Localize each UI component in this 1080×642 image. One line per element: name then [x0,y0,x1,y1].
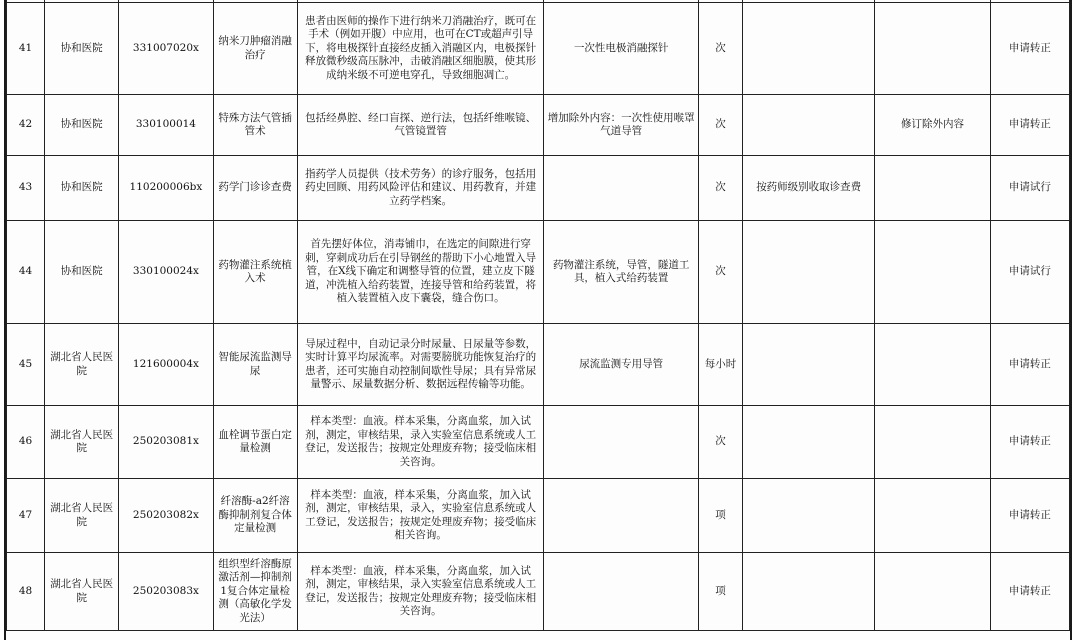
table-row [7,95,1070,156]
revision-cell [875,221,990,324]
item-content-cell: 样本类型：血液，样本采集，分离血浆，加入试剂，测定，审核结果，录入实验室信息系统或人工登记，发送报告；按规定处理废弃物；接受临床相关咨询。 [297,553,544,631]
row-number: 41 [7,3,45,95]
exclusion-cell: 尿流监测专用导管 [544,324,698,406]
status-cell: 申请转正 [990,406,1069,479]
note-cell [743,221,875,324]
exclusion-cell [544,406,698,479]
exclusion-cell [544,479,698,553]
note-cell [743,3,875,95]
revision-cell [875,479,990,553]
revision-cell [875,156,990,221]
exclusion-cell: 增加除外内容：一次性使用喉罩气道导管 [544,95,698,156]
row-number: 44 [7,221,45,324]
row-number: 46 [7,406,45,479]
revision-cell [875,3,990,95]
table-row [7,221,1070,324]
item-name-cell: 血栓调节蛋白定量检测 [213,406,297,479]
hospital-cell: 湖北省人民医院 [45,479,119,553]
status-cell: 申请转正 [990,553,1069,631]
row-number: 42 [7,95,45,156]
item-code-cell: 250203081x [119,406,213,479]
exclusion-cell [544,156,698,221]
row-number: 43 [7,156,45,221]
status-cell: 申请试行 [990,221,1069,324]
item-name-cell: 药学门诊诊查费 [213,156,297,221]
hospital-cell: 湖北省人民医院 [45,406,119,479]
item-code-cell: 331007020x [119,3,213,95]
note-cell: 按药师级别收取诊查费 [743,156,875,221]
exclusion-cell: 药物灌注系统，导管，隧道工具，植入式给药装置 [544,221,698,324]
hospital-cell: 协和医院 [45,221,119,324]
table-row [7,3,1070,95]
status-cell: 申请试行 [990,156,1069,221]
item-code-cell: 330100024x [119,221,213,324]
item-name-cell: 特殊方法气管插管术 [213,95,297,156]
revision-cell [875,324,990,406]
item-code-cell: 250203082x [119,479,213,553]
hospital-cell: 湖北省人民医院 [45,324,119,406]
table-row [7,553,1070,631]
status-cell: 申请转正 [990,95,1069,156]
unit-cell: 每小时 [698,324,742,406]
item-code-cell: 330100014 [119,95,213,156]
hospital-cell: 协和医院 [45,95,119,156]
note-cell [743,324,875,406]
item-name-cell: 药物灌注系统植入术 [213,221,297,324]
note-cell [743,553,875,631]
unit-cell: 次 [698,3,742,95]
status-cell: 申请转正 [990,479,1069,553]
status-cell: 申请转正 [990,324,1069,406]
note-cell [743,95,875,156]
item-name-cell: 纳米刀肿瘤消融治疗 [213,3,297,95]
item-content-cell: 首先摆好体位，消毒铺巾，在选定的间隙进行穿刺，穿刺成功后在引导钢丝的帮助下小心地置入导管，在X线下确定和调整导管的位置，建立皮下隧道，冲洗植入给药装置，连接导管和给药装置，将植入装置植入皮下囊袋，缝合伤口。 [297,221,544,324]
item-code-cell: 250203083x [119,553,213,631]
item-content-cell: 导尿过程中，自动记录分时尿量、日尿量等参数，实时计算平均尿流率。对需要膀胱功能恢复治疗的患者，还可实施自动控制间歇性导尿；具有异常尿量警示、尿量数据分析、数据远程传输等功能。 [297,324,544,406]
note-cell [743,479,875,553]
unit-cell: 项 [698,553,742,631]
medical-service-items-table [6,0,1070,631]
note-cell [743,406,875,479]
item-name-cell: 智能尿流监测导尿 [213,324,297,406]
unit-cell: 次 [698,95,742,156]
item-content-cell: 指药学人员提供（技术劳务）的诊疗服务，包括用药史回顾、用药风险评估和建议、用药教育，并建立药学档案。 [297,156,544,221]
item-code-cell: 110200006bx [119,156,213,221]
status-cell: 申请转正 [990,3,1069,95]
table-row [7,479,1070,553]
item-content-cell: 样本类型：血液。样本采集，分离血浆，加入试剂，测定，审核结果，录入实验室信息系统或人工登记，发送报告；按规定处理废弃物；接受临床相关咨询。 [297,406,544,479]
hospital-cell: 协和医院 [45,3,119,95]
row-number: 47 [7,479,45,553]
item-name-cell: 纤溶酶-a2纤溶酶抑制剂复合体定量检测 [213,479,297,553]
row-number: 45 [7,324,45,406]
hospital-cell: 湖北省人民医院 [45,553,119,631]
hospital-cell: 协和医院 [45,156,119,221]
item-name-cell: 组织型纤溶酶原激活剂—抑制剂1复合体定量检测（高敏化学发光法） [213,553,297,631]
item-content-cell: 样本类型：血液，样本采集，分离血浆，加入试剂，测定，审核结果，录入，实验室信息系统或人工登记，发送报告；按规定处理废弃物；接受临床相关咨询。 [297,479,544,553]
exclusion-cell [544,553,698,631]
item-code-cell: 121600004x [119,324,213,406]
unit-cell: 次 [698,406,742,479]
item-content-cell: 包括经鼻腔、经口盲探、逆行法，包括纤维喉镜、气管镜置管 [297,95,544,156]
scanned-table-sheet [4,0,1072,640]
revision-cell [875,553,990,631]
table-row [7,324,1070,406]
exclusion-cell: 一次性电极消融探针 [544,3,698,95]
table-row [7,156,1070,221]
table-body [7,0,1070,631]
row-number: 48 [7,553,45,631]
revision-cell: 修订除外内容 [875,95,990,156]
table-row [7,406,1070,479]
unit-cell: 项 [698,479,742,553]
unit-cell: 次 [698,156,742,221]
item-content-cell: 患者由医师的操作下进行纳米刀消融治疗，既可在手术（例如开腹）中应用，也可在CT或超声引导下，将电极探针直接经皮插入消融区内，电极探针释放微秒级高压脉冲，击破消融区细胞膜，使其形成纳米级不可逆电穿孔，导致细胞凋亡。 [297,3,544,95]
unit-cell: 次 [698,221,742,324]
revision-cell [875,406,990,479]
